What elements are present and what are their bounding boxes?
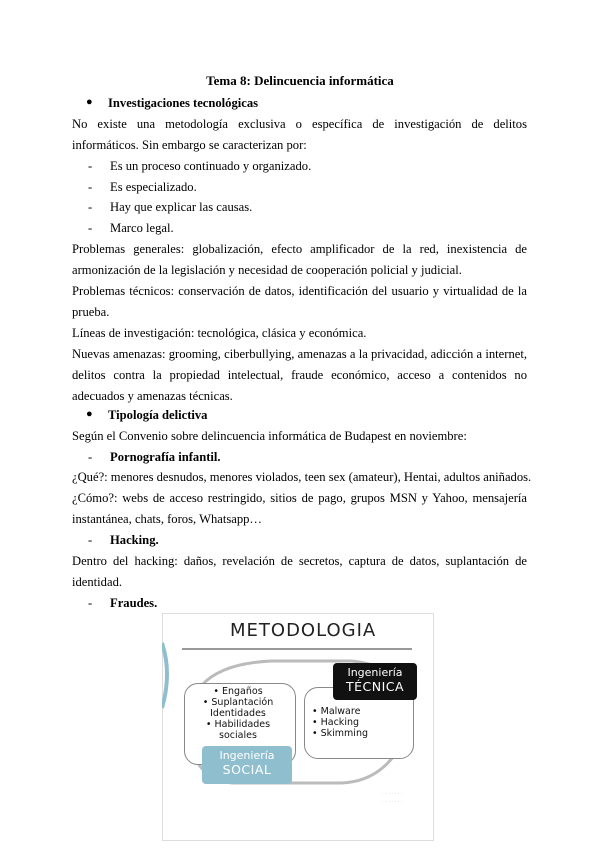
social-list: • Engaños • Suplantación Identidades • Habilidades sociales — [202, 686, 274, 741]
tecnica-list: • Malware • Hacking • Skimming — [312, 706, 368, 739]
paragraph-problemas-generales: Problemas generales: globalización, efecto amplificador de la red, inexistencia de armonización de la legislación y necesidad de cooperación policial y judicial. — [72, 242, 527, 277]
paragraph-como: ¿Cómo?: webs de acceso restringido, sitios de pago, grupos MSN y Yahoo, mensajería instantánea, chats, foros, Whatsapp… — [72, 491, 527, 526]
paragraph-problemas-tecnicos: Problemas técnicos: conservación de datos, identificación del usuario y virtualidad de la prueba. — [72, 284, 527, 319]
paragraph-hacking: Dentro del hacking: daños, revelación de secretos, captura de datos, suplantación de identidad. — [72, 554, 527, 589]
svg-text:· · · · · · ·: · · · · · · · — [382, 791, 403, 797]
bullet-icon: ● — [86, 96, 93, 108]
paragraph-intro: No existe una metodología exclusiva o específica de investigación de delitos informáticos. Sin embargo se caracterizan por: — [72, 117, 527, 152]
paragraph-que: ¿Qué?: menores desnudos, menores violados, teen sex (amateur), Hentai, adultos aniñados. — [72, 470, 532, 484]
paragraph-amenazas: Nuevas amenazas: grooming, ciberbullying, amenazas a la privacidad, adicción a internet, delitos contra la propiedad intelectual, fraude económico, acceso a contenidos no adecuados y amenazas técnicas. — [72, 347, 527, 403]
document-page: Tema 8: Delincuencia informática ● Investigaciones tecnológicas No existe una metodología exclusiva o específica de investigación de delitos informáticos. Sin embargo se caracterizan por: - Es un proceso continuado y organizado. - Es especializado. - Hay que explicar las causas. - Marco legal. Problemas generales: globalización, efecto amplificador de la red, inexistencia de armonización de la legislación y necesidad de cooperación policial y judicial. Problemas técnicos: conservación de datos, identificación del usuario y virtualidad de la prueba. Líneas de investigación: tecnológica, clásica y económica. Nuevas amenazas: grooming, ciberbullying, amenazas a la privacidad, adicción a internet, delitos contra la propiedad intelectual, fraude económico, acceso a contenidos no adecuados y amenazas técnicas. ● Tipología delictiva Según el Convenio sobre delincuencia informática de Budapest en noviembre: - Pornografía infantil. ¿Qué?: menores desnudos, menores violados, teen sex (amateur), Hentai, adultos aniñados. ¿Cómo?: webs de acceso restringido, sitios de pago, grupos MSN y Yahoo, mensajería instantánea, chats, foros, Whatsapp… - Hacking. Dentro del hacking: daños, revelación de secretos, captura de datos, suplantación de identidad. - Fraudes. · · · · · · · · · · · · · · METODOLOGIA • Engaños • Suplantación Identidades • Habilidades sociales • Malware • Hacking • Skimming Ingeniería TÉCNICA Ingeniería SOCIAL — [0, 0, 600, 848]
diagram-title: METODOLOGIA — [230, 620, 377, 641]
svg-text:· · · · · · ·: · · · · · · · — [382, 799, 403, 805]
paragraph-lineas: Líneas de investigación: tecnológica, clásica y económica. — [72, 326, 367, 340]
paragraph-convenio: Según el Convenio sobre delincuencia informática de Budapest en noviembre: — [72, 429, 467, 443]
bullet-icon: ● — [86, 408, 93, 420]
ingenieria-social-label: Ingeniería SOCIAL — [202, 746, 292, 784]
ingenieria-tecnica-label: Ingeniería TÉCNICA — [333, 663, 417, 700]
page-title: Tema 8: Delincuencia informática — [206, 73, 394, 88]
